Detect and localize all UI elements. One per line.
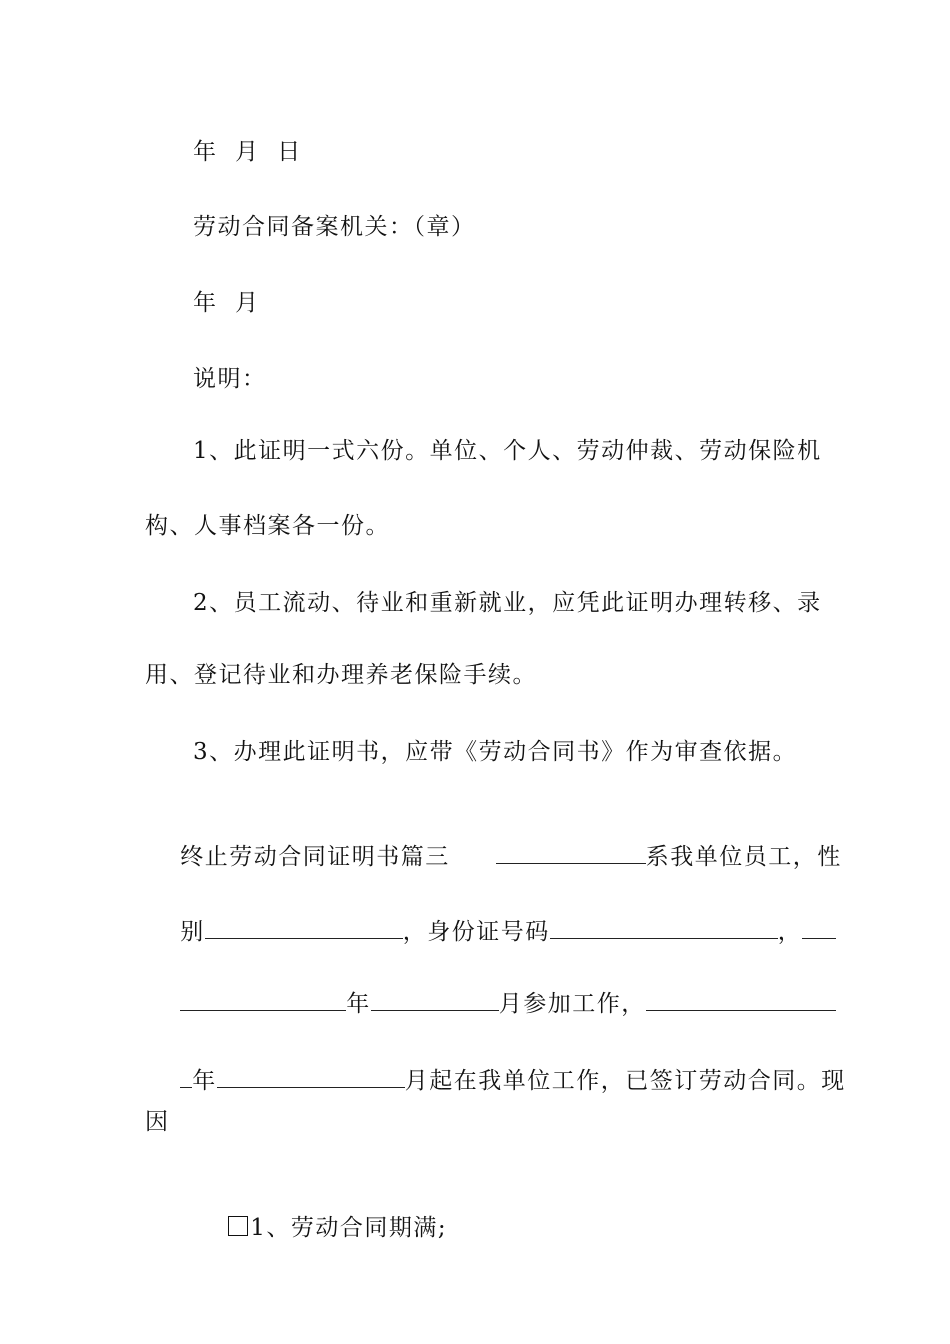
year-month-line: 年 月: [193, 290, 260, 316]
join-year-blank-b[interactable]: [180, 1065, 192, 1088]
join-text: 月起在我单位工作，已签订劳动合同。现: [404, 1068, 846, 1094]
section-title: 终止劳动合同证明书篇三: [180, 844, 450, 870]
note-2-line-2: 用、登记待业和办理养老保险手续。: [145, 662, 537, 688]
start-work-text: 月参加工作，: [498, 991, 646, 1017]
gender-label: 别: [180, 919, 205, 945]
checkbox-icon[interactable]: [228, 1216, 248, 1236]
join-year-label: 年: [192, 1068, 217, 1094]
gender-blank[interactable]: [205, 916, 403, 939]
start-year-blank-b[interactable]: [180, 988, 346, 1011]
id-number-blank[interactable]: [550, 916, 778, 939]
note-1-line-2: 构、人事档案各一份。: [145, 513, 390, 539]
comma: ，: [777, 919, 803, 945]
note-1-line-1: 1、此证明一式六份。单位、个人、劳动仲裁、劳动保险机: [193, 438, 822, 464]
id-label: ，身份证号码: [402, 919, 550, 945]
year-label: 年: [346, 991, 371, 1017]
join-year-blank-a[interactable]: [646, 988, 836, 1011]
employee-text: 系我单位员工，性: [645, 844, 842, 870]
employee-name-blank[interactable]: [496, 841, 646, 864]
option-1-line: [193, 1183, 807, 1273]
start-year-blank-a[interactable]: [802, 916, 836, 939]
note-2-line-1: 2、员工流动、待业和重新就业，应凭此证明办理转移、录: [193, 590, 822, 616]
note-3-line: 3、办理此证明书，应带《劳动合同书》作为审查依据。: [193, 739, 798, 765]
notes-heading: 说明：: [193, 366, 267, 392]
date-line: 年 月 日: [193, 139, 302, 165]
join-month-blank[interactable]: [217, 1065, 405, 1088]
filing-authority-line: 劳动合同备案机关：（章）: [193, 214, 476, 240]
start-month-blank[interactable]: [371, 988, 499, 1011]
option-1-text: 1、劳动合同期满;: [250, 1215, 448, 1241]
reason-line: 因: [145, 1109, 170, 1135]
